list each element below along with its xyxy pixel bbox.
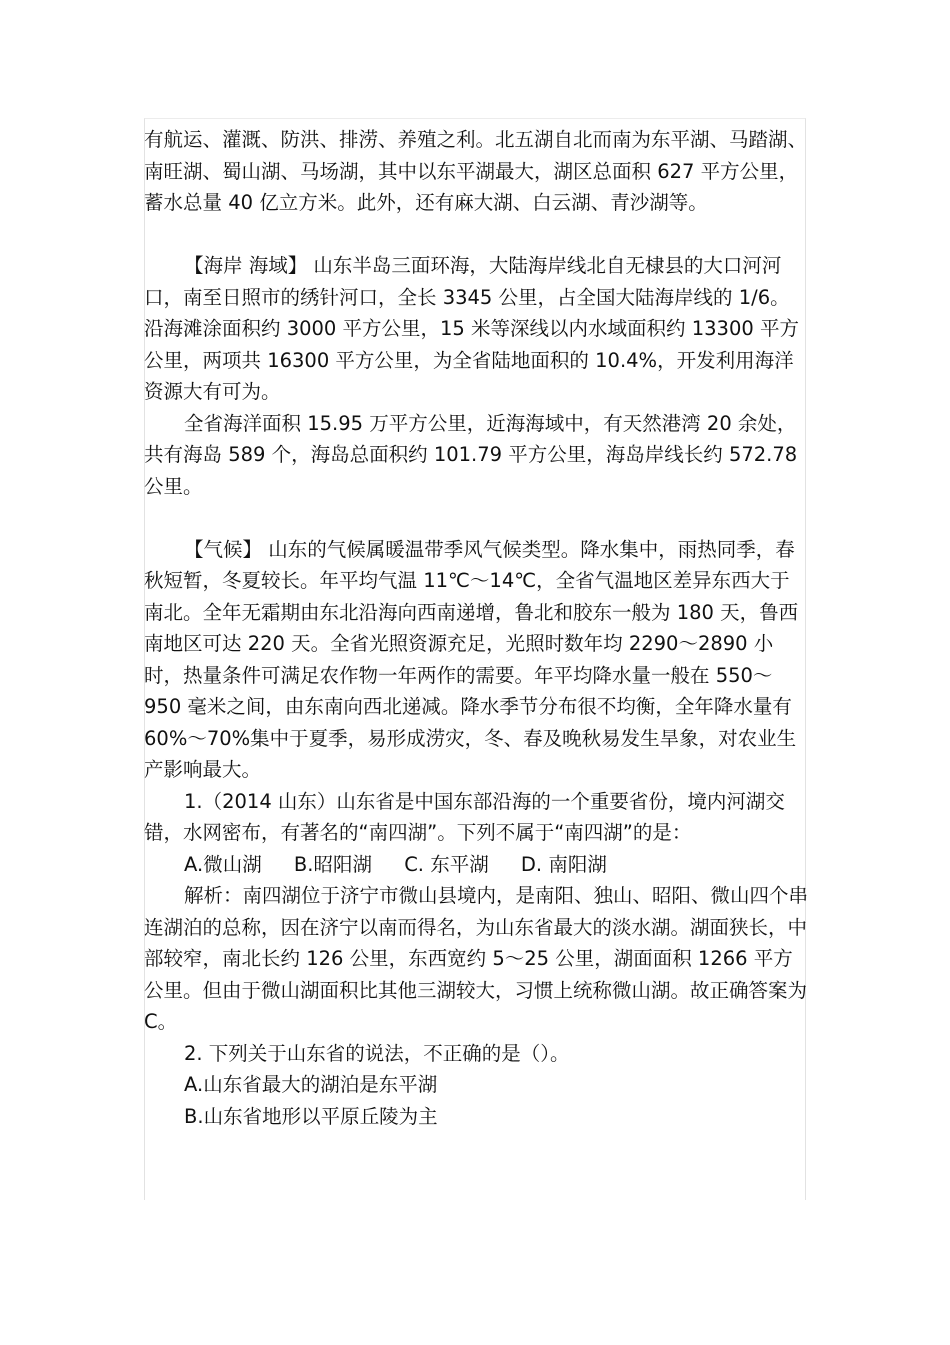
question-2-stem: 2. 下列关于山东省的说法，不正确的是（）。 (184, 1041, 570, 1065)
q1-option-b: B.昭阳湖 (293, 852, 372, 876)
climate-text: 山东的气候属暖温带季风气候类型。降水集中，雨热同季，春秋短暂，冬夏较长。年平均气温 11℃～14℃，全省气温地区差异东西大于南北。全年无霜期由东北沿海向西南递增，鲁北和胶东一般为 180 天，鲁西南地区可达 220 天。全省光照资源充足，光照时数年均 2290～2890 小时，热量条件可满足农作物一年两作的需要。年平均降水量一般在 550～950 毫米之间，由东南向西北递减。降水季节分布很不均衡，全年降水量有 60%～70%集中于夏季，易形成涝灾，冬、春及晚秋易发生旱象，对农业生产影响最大。 (144, 537, 799, 781)
climate-paragraph (144, 534, 808, 786)
coast-text: 山东半岛三面环海，大陆海岸线北自无棣县的大口河河口，南至日照市的绣针河口，全长 3345 公里，占全国大陆海岸线的 1/6。沿海滩涂面积约 3000 平方公里，15 米等深线以内水域面积约 13300 平方公里，两项共 16300 平方公里，为全省陆地面积的 10.4%，开发利用海洋资源大有可为。 (144, 254, 799, 403)
document-body (144, 124, 808, 1132)
q2-option-a: A.山东省最大的湖泊是东平湖 (184, 1073, 438, 1096)
coast-heading: 【海岸 海域】 (184, 254, 308, 277)
sea-area-paragraph: 全省海洋面积 15.95 万平方公里，近海海域中，有天然港湾 20 余处，共有海岛 589 个，海岛总面积约 101.79 平方公里，海岛岸线长约 572.78 公里。 (144, 411, 798, 498)
question-1-stem: 1.（2014 山东）山东省是中国东部沿海的一个重要省份，境内河湖交错，水网密布，有著名的“南四湖”。下列不属于“南四湖”的是： (144, 789, 785, 844)
climate-heading: 【气候】 (184, 537, 263, 561)
q1-option-c: C. 东平湖 (404, 852, 489, 876)
q2-option-b: B.山东省地形以平原丘陵为主 (184, 1104, 438, 1128)
question-1-analysis: 解析：南四湖位于济宁市微山县境内，是南阳、独山、昭阳、微山四个串连湖泊的总称，因在济宁以南而得名，为山东省最大的淡水湖。湖面狭长，中部较窄，南北长约 126 公里，东西宽约 5～25 公里，湖面面积 1266 平方公里。但由于微山湖面积比其他三湖较大，习惯上统称微山湖。故正确答案为 C。 (144, 884, 809, 1033)
q1-option-d: D. 南阳湖 (520, 852, 607, 876)
coast-paragraph (144, 250, 808, 408)
lakes-paragraph: 有航运、灌溉、防洪、排涝、养殖之利。北五湖自北而南为东平湖、马踏湖、南旺湖、蜀山湖、马场湖，其中以东平湖最大，湖区总面积 627 平方公里，蓄水总量 40 亿立方米。此外，还有麻大湖、白云湖、青沙湖等。 (144, 128, 808, 214)
question-1-options (144, 849, 808, 881)
q1-option-a: A.微山湖 (184, 852, 262, 876)
